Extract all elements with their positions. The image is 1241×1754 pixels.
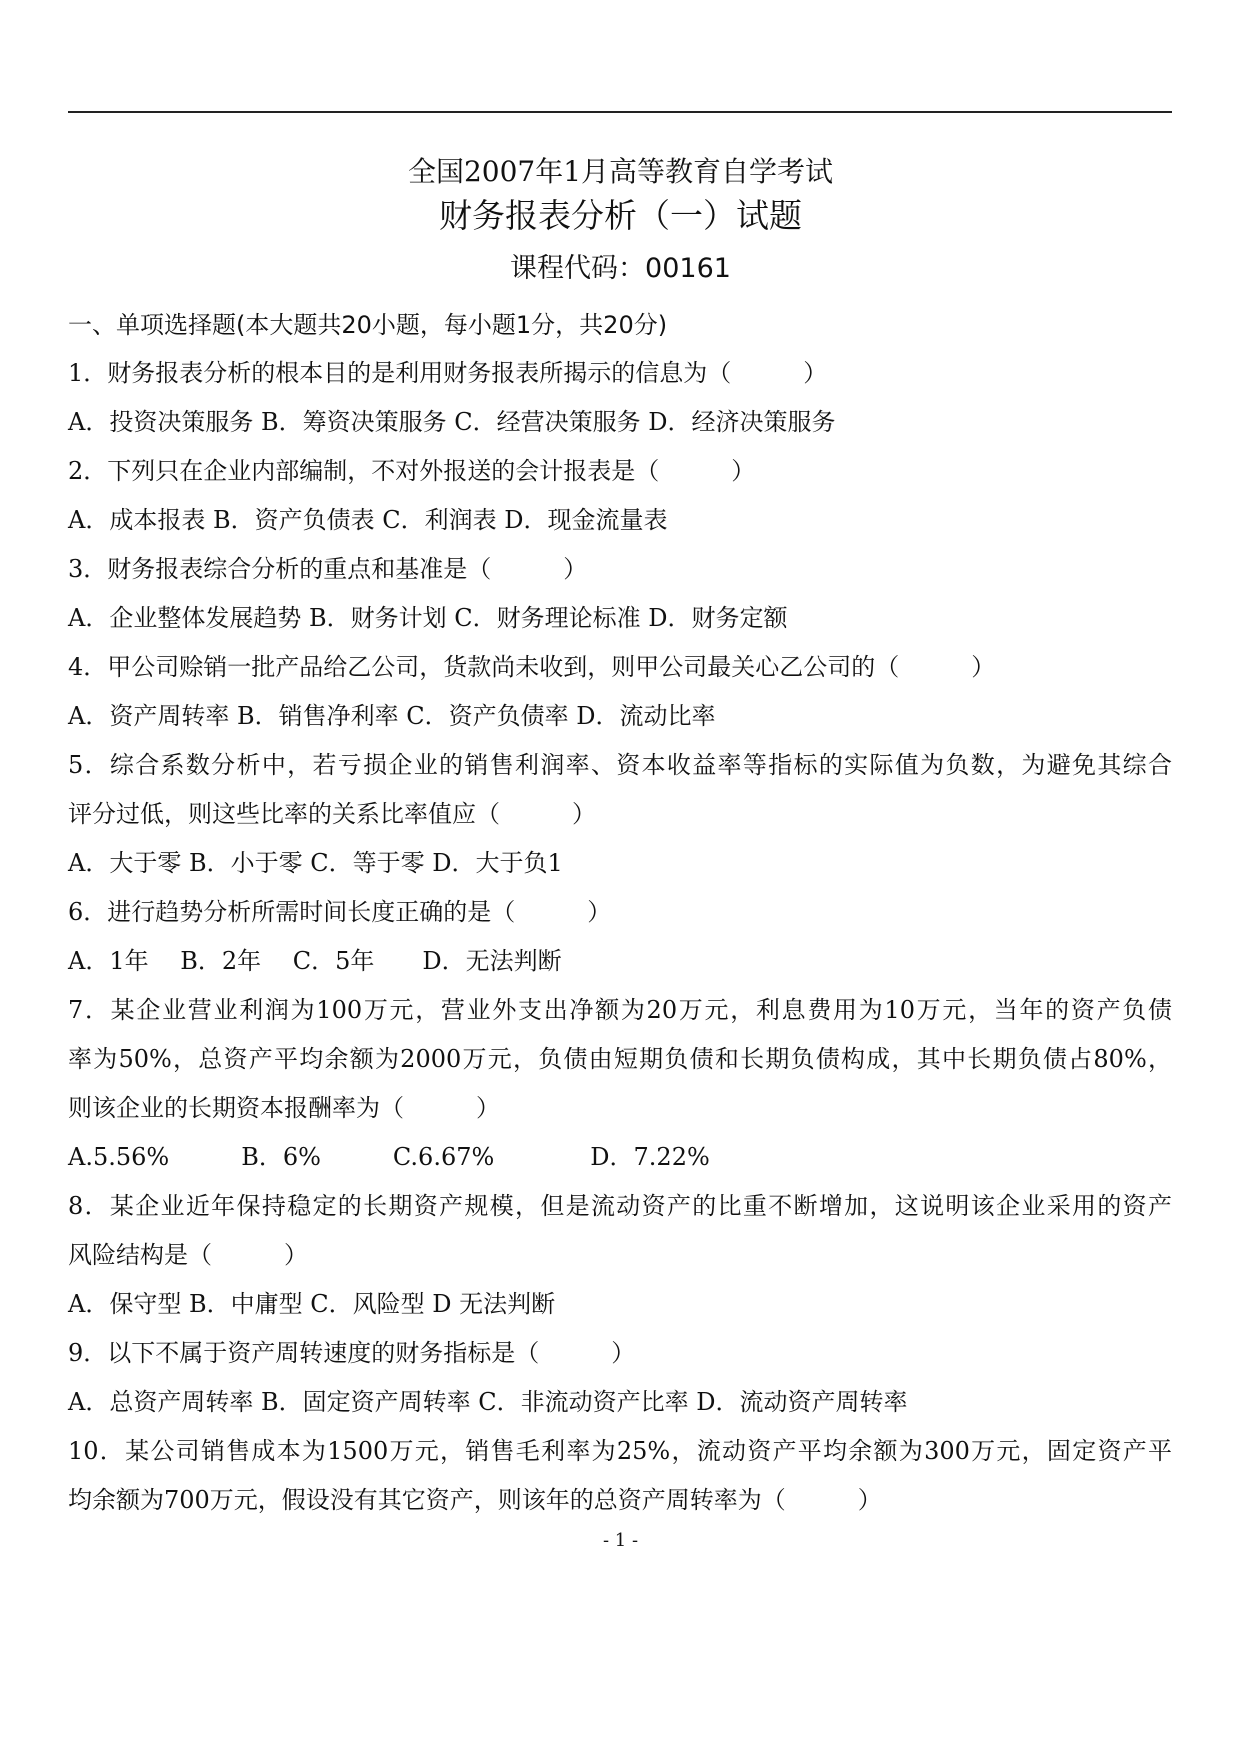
question-7-line-2: 率为50%，总资产平均余额为2000万元，负债由短期负债和长期负债构成，其中长期负债占80%， <box>68 1045 1172 1073</box>
question-6: 6．进行趋势分析所需时间长度正确的是（ ） <box>68 898 612 926</box>
question-6-options: A．1年 B．2年 C．5年 D．无法判断 <box>68 947 562 975</box>
question-2: 2．下列只在企业内部编制，不对外报送的会计报表是（ ） <box>68 457 756 485</box>
course-code: 课程代码：00161 <box>510 253 731 284</box>
question-7-line-1: 7．某企业营业利润为100万元，营业外支出净额为20万元，利息费用为10万元，当年的资产负债 <box>68 996 1172 1024</box>
question-4: 4．甲公司赊销一批产品给乙公司，货款尚未收到，则甲公司最关心乙公司的（ ） <box>68 653 996 681</box>
question-10-line-1: 10．某公司销售成本为1500万元，销售毛利率为25%，流动资产平均余额为300万元，固定资产平 <box>68 1437 1172 1465</box>
question-4-options: A．资产周转率 B．销售净利率 C．资产负债率 D．流动比率 <box>68 702 716 730</box>
question-8-line-2: 风险结构是（ ） <box>68 1241 308 1269</box>
paper-title: 财务报表分析（一）试题 <box>439 196 802 235</box>
section-heading: 一、单项选择题(本大题共20小题，每小题1分，共20分) <box>68 311 668 339</box>
question-1-options: A．投资决策服务 B．筹资决策服务 C．经营决策服务 D．经济决策服务 <box>68 408 836 436</box>
question-3: 3．财务报表综合分析的重点和基准是（ ） <box>68 555 588 583</box>
question-8-line-1: 8．某企业近年保持稳定的长期资产规模，但是流动资产的比重不断增加，这说明该企业采用的资产 <box>68 1192 1172 1220</box>
question-8-options: A．保守型 B．中庸型 C．风险型 D 无法判断 <box>68 1290 556 1318</box>
question-3-options: A．企业整体发展趋势 B．财务计划 C．财务理论标准 D．财务定额 <box>68 604 788 632</box>
exam-title: 全国2007年1月高等教育自学考试 <box>407 155 834 188</box>
question-list <box>68 349 1178 1525</box>
question-2-options: A．成本报表 B．资产负债表 C．利润表 D．现金流量表 <box>68 506 668 534</box>
question-7-options: A.5.56% B．6% C.6.67% D．7.22% <box>68 1143 710 1171</box>
question-7-line-3: 则该企业的长期资本报酬率为（ ） <box>68 1094 500 1122</box>
question-10-line-2: 均余额为700万元，假设没有其它资产，则该年的总资产周转率为（ ） <box>68 1486 882 1514</box>
question-5-line-2: 评分过低，则这些比率的关系比率值应（ ） <box>68 800 596 828</box>
question-9-options: A．总资产周转率 B．固定资产周转率 C．非流动资产比率 D．流动资产周转率 <box>68 1388 908 1416</box>
question-1: 1．财务报表分析的根本目的是利用财务报表所揭示的信息为（ ） <box>68 359 828 387</box>
header-rule <box>68 111 1172 113</box>
question-5-options: A．大于零 B．小于零 C．等于零 D．大于负1 <box>68 849 563 877</box>
question-5-line-1: 5．综合系数分析中，若亏损企业的销售利润率、资本收益率等指标的实际值为负数，为避免其综合 <box>68 751 1172 779</box>
question-9: 9．以下不属于资产周转速度的财务指标是（ ） <box>68 1339 636 1367</box>
page-number: - 1 - <box>602 1530 639 1551</box>
